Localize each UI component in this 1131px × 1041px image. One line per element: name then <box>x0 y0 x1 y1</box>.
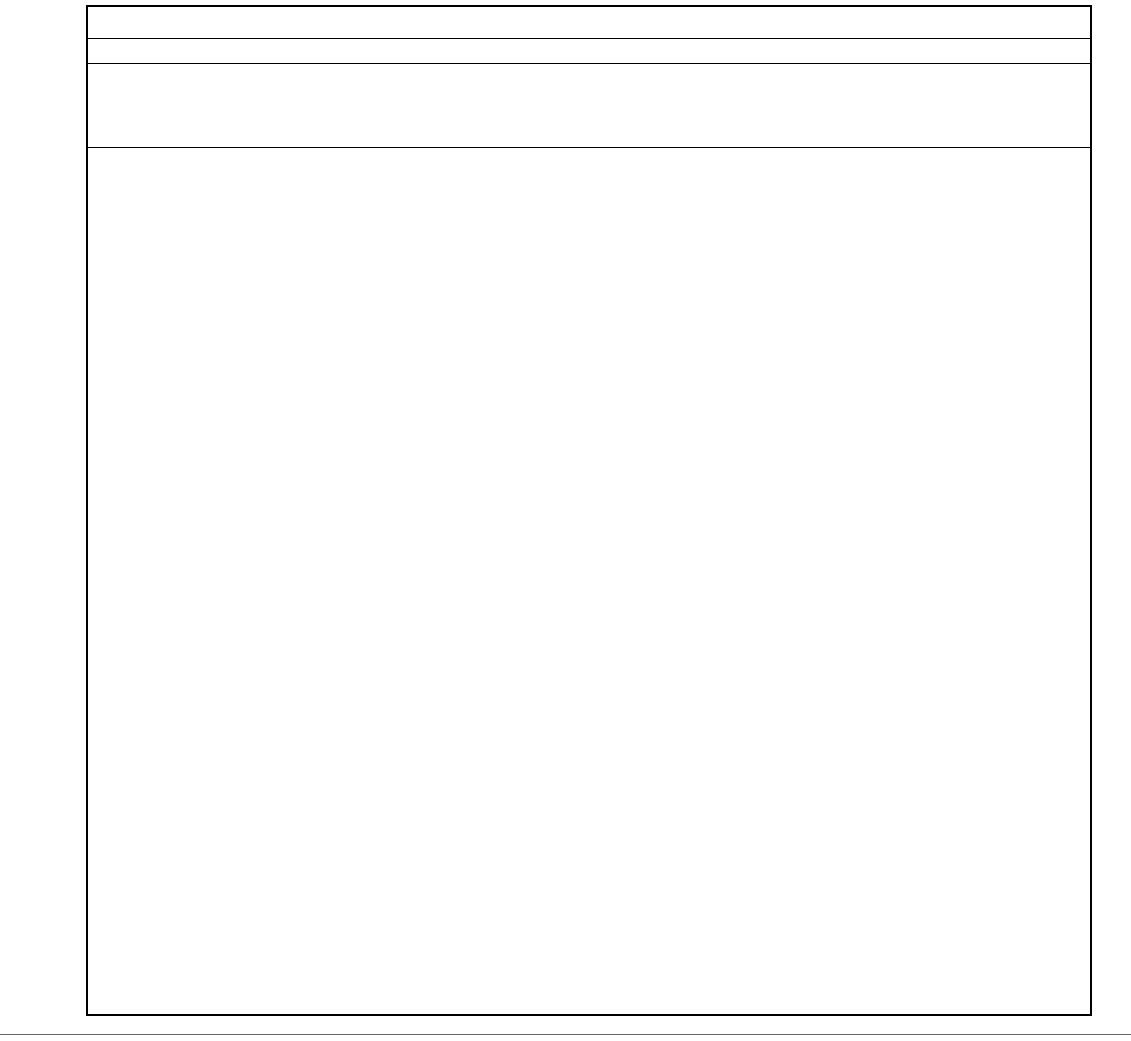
column-lines <box>88 7 1092 1015</box>
top-grid-lines <box>88 63 1092 149</box>
title-divider <box>88 38 1090 39</box>
drawing-sheet <box>86 5 1092 1016</box>
footer-line <box>0 1034 1131 1035</box>
header-divider <box>88 147 1090 148</box>
